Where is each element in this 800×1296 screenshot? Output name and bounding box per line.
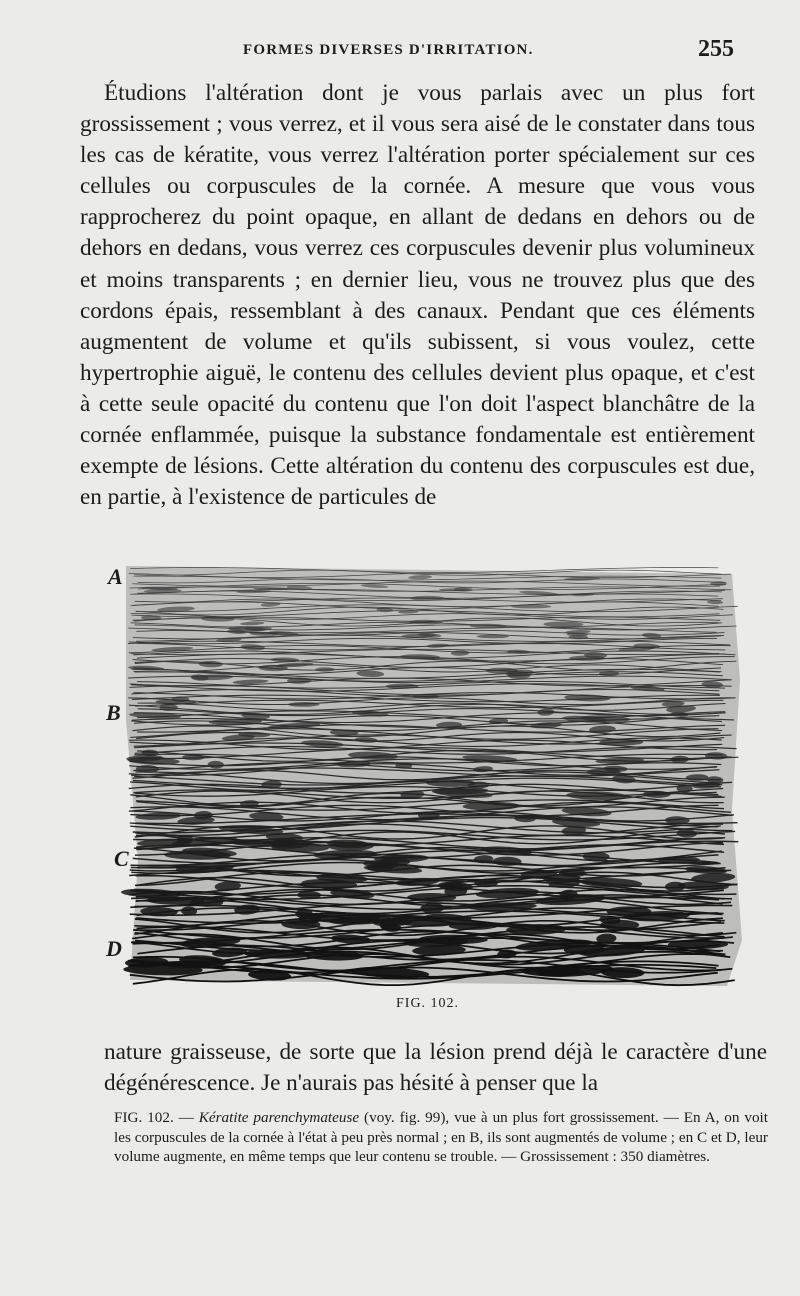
running-title: FORMES DIVERSES D'IRRITATION. xyxy=(243,42,534,58)
figure-letter-d: D xyxy=(106,936,122,961)
figure-letter-a: A xyxy=(108,564,123,589)
figure-footnote xyxy=(114,1108,768,1167)
corneal-tissue-illustration xyxy=(112,560,752,992)
footnote-label: FIG. 102. — xyxy=(114,1109,194,1126)
footnote-text: (voy. fig. 99), vue à un plus fort grossissement. — En A, on voit les corpuscules de la cornée à l'état à peu près normal ; en B, ils sont augmentés de volume ; en C et D, leur volume augmente, en même temps que leur contenu se trouble. — Grossissement : 350 diamètres. xyxy=(114,1109,768,1166)
figure-letter-b: B xyxy=(106,700,121,725)
paragraph-1 xyxy=(80,78,755,513)
figure-label: FIG. 102. xyxy=(396,996,460,1011)
corpuscle xyxy=(182,754,205,760)
paragraph-1-text: Étudions l'altération dont je vous parlais avec un plus fort grossissement ; vous verrez, et il vous sera aisé de le constater dans tous les cas de kératite, vous verrez l'altération porter spécialement sur ces cellules ou corpuscules de la cornée. A mesure que vous vous rapprocherez du point opaque, en allant de dedans en dehors ou de dehors en dedans, vous verrez ces corpuscules devenir plus volumineux et moins transparents ; en dernier lieu, vous ne trouvez plus que des cordons épais, ressemblant à des canaux. Pendant que ces éléments augmentent de volume et qu'ils subissent, si vous voulez, cette hypertrophie aiguë, le contenu des cellules devient plus opaque, et c'est à cette seule opacité du contenu que l'on doit l'aspect blanchâtre de la cornée enflammée, puisque la substance fondamentale est entièrement exempte de lésions. Cette altération du contenu des corpuscules est due, en partie, à l'existence de particules de xyxy=(80,80,755,511)
page-number: 255 xyxy=(698,36,734,62)
corpuscle xyxy=(485,668,518,674)
corpuscle xyxy=(159,704,177,711)
figure-102-engraving xyxy=(106,560,752,992)
footnote-title: Kératite parenchymateuse xyxy=(198,1109,360,1126)
corpuscle xyxy=(395,763,412,769)
paragraph-2: nature graisseuse, de sorte que la lésion prend déjà le caractère d'une dégénérescence. Je n'aurais pas hésité à penser que la xyxy=(104,1039,767,1096)
corpuscle xyxy=(418,812,440,820)
figure-letter-c: C xyxy=(114,846,129,871)
corpuscle xyxy=(606,906,651,916)
